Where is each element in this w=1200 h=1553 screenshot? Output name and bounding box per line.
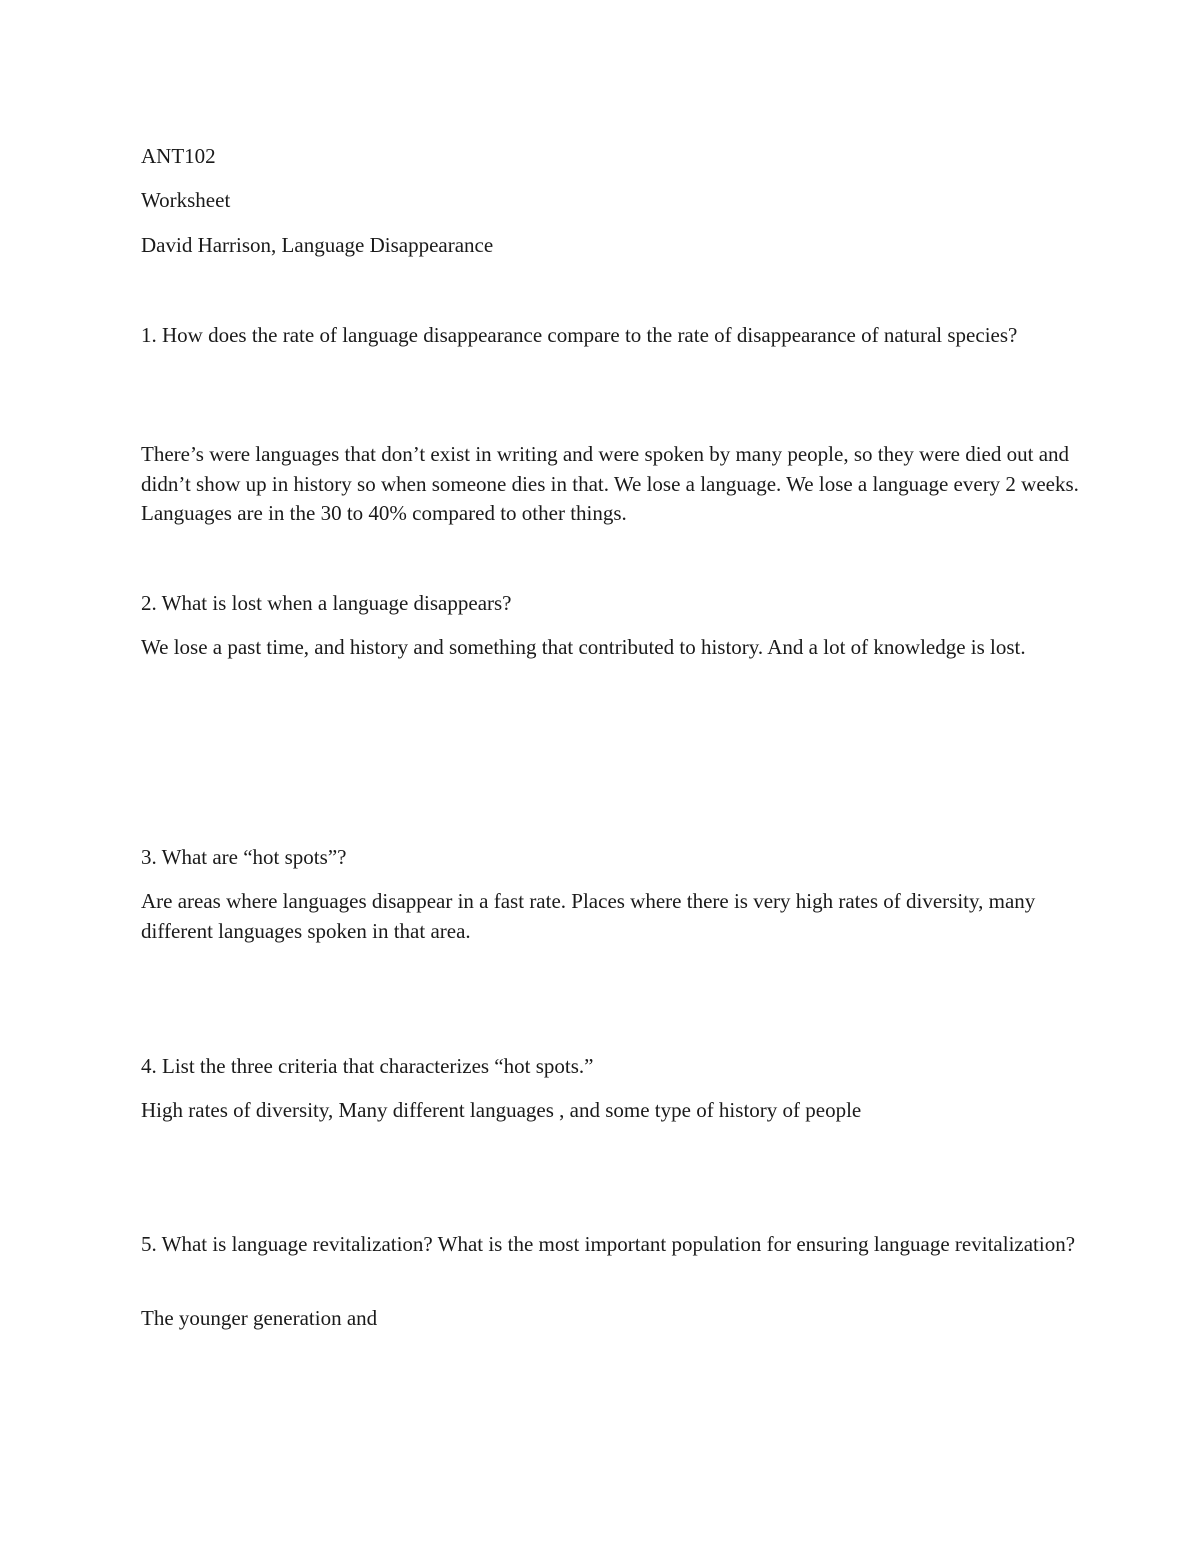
question-2: 2. What is lost when a language disappears? bbox=[141, 591, 512, 615]
answer-2: We lose a past time, and history and something that contributed to history. And a lot of knowledge is lost. bbox=[141, 635, 1026, 659]
answer-3: Are areas where languages disappear in a fast rate. Places where there is very high rates of diversity, many different languages spoken in that area. bbox=[141, 889, 1036, 943]
worksheet-topic: David Harrison, Language Disappearance bbox=[141, 233, 494, 257]
question-1: 1. How does the rate of language disappearance compare to the rate of disappearance of natural species? bbox=[141, 323, 1018, 347]
answer-5: The younger generation and bbox=[141, 1306, 378, 1330]
answer-1: There’s were languages that don’t exist in writing and were spoken by many people, so they were died out and didn’t show up in history so when someone dies in that. We lose a language. We lose a language every 2 weeks. Languages are in the 30 to 40% compared to other things. bbox=[141, 442, 1079, 525]
answer-4: High rates of diversity, Many different languages , and some type of history of people bbox=[141, 1098, 862, 1122]
question-5: 5. What is language revitalization? What is the most important population for ensuring language revitalization? bbox=[141, 1232, 1076, 1256]
question-4: 4. List the three criteria that characterizes “hot spots.” bbox=[141, 1054, 594, 1078]
document-type: Worksheet bbox=[141, 188, 231, 212]
question-3: 3. What are “hot spots”? bbox=[141, 845, 347, 869]
course-code: ANT102 bbox=[141, 144, 216, 168]
